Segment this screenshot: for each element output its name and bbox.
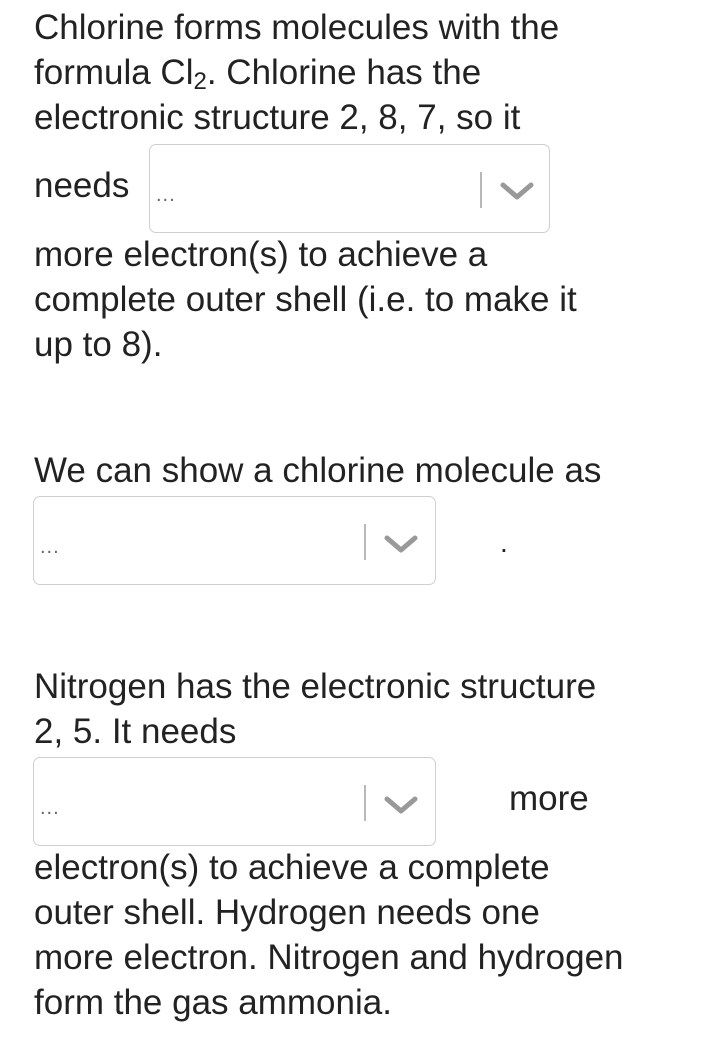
more-label: more: [509, 779, 589, 818]
nitrogen-electrons-needed-select[interactable]: [33, 757, 436, 846]
nitrogen-hydrogen-text: [34, 845, 624, 1025]
select-separator: [364, 524, 366, 560]
text-line: up to 8).: [34, 325, 163, 364]
select-separator: [364, 785, 366, 821]
text-line: formula $Cl_2$. Chlorine has the: [34, 53, 482, 95]
chlorine-molecule-select[interactable]: [33, 496, 436, 585]
text-line: electron(s) to achieve a complete: [34, 848, 550, 887]
text-line: outer shell. Hydrogen needs one: [34, 893, 540, 932]
text-line: form the gas ammonia.: [34, 983, 392, 1022]
text-line: complete outer shell (i.e. to make it: [34, 280, 577, 319]
select-separator: [480, 172, 482, 208]
text-line: 2, 5. It needs: [34, 712, 237, 751]
chlorine-intro-text: [34, 5, 559, 140]
chevron-down-icon[interactable]: [384, 795, 418, 815]
text-line: Nitrogen has the electronic structure: [34, 667, 597, 706]
needs-label: needs: [34, 166, 130, 205]
text-line: electronic structure 2, 8, 7, so it: [34, 98, 521, 137]
text-line: more electron(s) to achieve a: [34, 235, 488, 274]
chevron-down-icon[interactable]: [384, 534, 418, 554]
select-placeholder: ...: [40, 536, 60, 558]
chlorine-molecule-text: [34, 448, 601, 493]
sentence-period: .: [500, 527, 508, 558]
nitrogen-intro-text: [34, 664, 596, 754]
chevron-down-icon[interactable]: [500, 181, 534, 201]
text-line: more electron. Nitrogen and hydrogen: [34, 938, 624, 977]
chlorine-electrons-needed-select[interactable]: [149, 144, 550, 233]
text-line: We can show a chlorine molecule as: [34, 451, 602, 490]
text-line: Chlorine forms molecules with the: [34, 8, 560, 47]
select-placeholder: ...: [156, 184, 176, 206]
select-placeholder: ...: [40, 797, 60, 819]
chlorine-shell-text: [34, 232, 577, 367]
